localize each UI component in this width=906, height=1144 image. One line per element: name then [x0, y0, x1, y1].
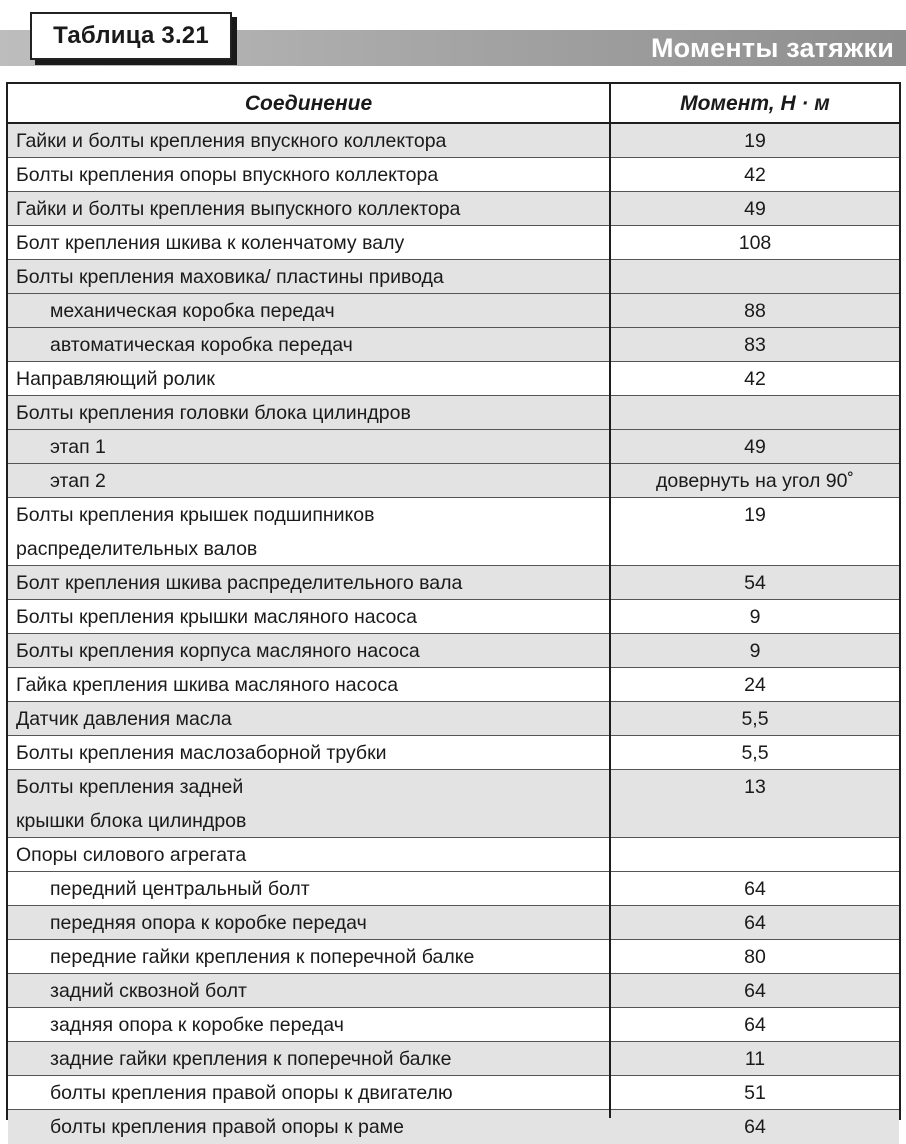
- row-torque-value: 42: [744, 368, 766, 390]
- row-connection-line: болты крепления правой опоры к раме: [50, 1116, 404, 1138]
- row-connection: [16, 838, 606, 872]
- row-torque-value: 11: [744, 1048, 766, 1070]
- table-row: [8, 940, 899, 974]
- row-connection: [50, 974, 640, 1008]
- table-header-row: [8, 84, 899, 124]
- page-header: [0, 0, 906, 72]
- row-connection: [50, 940, 640, 974]
- row-connection-line: Болт крепления шкива к коленчатому валу: [16, 232, 405, 254]
- row-connection-line: Гайка крепления шкива масляного насоса: [16, 674, 399, 696]
- row-connection-line: задние гайки крепления к поперечной балке: [50, 1048, 452, 1070]
- row-connection: [16, 396, 606, 430]
- row-connection-line: Болты крепления задней: [16, 776, 244, 798]
- row-torque-value: 64: [744, 878, 766, 900]
- row-torque-value: 42: [744, 164, 766, 186]
- table-row: [8, 362, 899, 396]
- row-torque-value: 9: [749, 606, 761, 628]
- row-connection-line: задняя опора к коробке передач: [50, 1014, 344, 1036]
- table-row: [8, 498, 899, 566]
- row-connection-line: Гайки и болты крепления впускного коллектора: [16, 130, 447, 152]
- row-connection: [50, 464, 640, 498]
- row-connection: [16, 634, 606, 668]
- row-torque-value: 5,5: [741, 708, 769, 730]
- row-connection: [16, 498, 606, 566]
- table-row: [8, 906, 899, 940]
- row-connection-line: Опоры силового агрегата: [16, 844, 247, 866]
- table-row: [8, 1042, 899, 1076]
- row-connection-line: Болты крепления головки блока цилиндров: [16, 402, 411, 424]
- row-torque-value: 24: [744, 674, 766, 696]
- table-row: [8, 1008, 899, 1042]
- row-torque-value: 54: [744, 572, 766, 594]
- table-row: [8, 566, 899, 600]
- row-connection-line: автоматическая коробка передач: [50, 334, 353, 356]
- row-connection: [16, 158, 606, 192]
- row-connection-line: Болты крепления маслозаборной трубки: [16, 742, 387, 764]
- table-row: [8, 396, 899, 430]
- table-row: [8, 464, 899, 498]
- row-connection: [16, 600, 606, 634]
- column-header-connection: Соединение: [244, 92, 373, 115]
- table-row: [8, 668, 899, 702]
- row-connection-line: Направляющий ролик: [16, 368, 215, 390]
- table-row: [8, 430, 899, 464]
- row-connection-line: Болты крепления крышки масляного насоса: [16, 606, 417, 628]
- row-connection-line: Болты крепления опоры впускного коллектора: [16, 164, 439, 186]
- row-connection: [16, 702, 606, 736]
- table-row: [8, 634, 899, 668]
- row-connection-line: передняя опора к коробке передач: [50, 912, 367, 934]
- row-connection-line: задний сквозной болт: [50, 980, 247, 1002]
- table-row: [8, 260, 899, 294]
- row-connection: [16, 362, 606, 396]
- table-row: [8, 1110, 899, 1144]
- header-title: Моменты затяжки: [650, 33, 894, 63]
- row-torque-value: 108: [738, 232, 772, 254]
- row-connection: [16, 192, 606, 226]
- table-row: [8, 192, 899, 226]
- row-torque-value: 51: [744, 1082, 766, 1104]
- table-row: [8, 702, 899, 736]
- row-connection-line: Болт крепления шкива распределительного вала: [16, 572, 463, 594]
- row-connection: [50, 872, 640, 906]
- row-torque-value: 9: [749, 640, 761, 662]
- row-connection: [16, 226, 606, 260]
- column-divider: [609, 84, 611, 1118]
- row-torque-value: 5,5: [741, 742, 769, 764]
- table-row: [8, 124, 899, 158]
- row-connection: [50, 1110, 640, 1144]
- row-connection-line: механическая коробка передач: [50, 300, 335, 322]
- row-connection-line: Болты крепления корпуса масляного насоса: [16, 640, 420, 662]
- table-row: [8, 294, 899, 328]
- table-row: [8, 736, 899, 770]
- row-connection-line: болты крепления правой опоры к двигателю: [50, 1082, 453, 1104]
- row-connection: [16, 736, 606, 770]
- table-row: [8, 158, 899, 192]
- row-connection-line: этап 2: [50, 470, 106, 492]
- row-connection-line: Гайки и болты крепления выпускного коллектора: [16, 198, 461, 220]
- row-connection: [50, 1042, 640, 1076]
- row-torque-value: 64: [744, 1116, 766, 1138]
- row-torque-value: 19: [744, 130, 766, 152]
- row-connection: [50, 906, 640, 940]
- row-torque-value: довернуть на угол 90˚: [656, 470, 854, 492]
- table-row: [8, 838, 899, 872]
- torque-table: [6, 82, 901, 1138]
- row-connection: [50, 328, 640, 362]
- table-row: [8, 770, 899, 838]
- row-connection-line: Болты крепления крышек подшипников: [16, 504, 375, 526]
- row-connection-line: этап 1: [50, 436, 106, 458]
- table-row: [8, 1076, 899, 1110]
- row-connection: [50, 1076, 640, 1110]
- row-connection: [50, 430, 640, 464]
- row-connection: [16, 770, 606, 838]
- row-connection-line: Датчик давления масла: [16, 708, 232, 730]
- table-number-label: Таблица 3.21: [30, 12, 232, 60]
- row-connection-line: передние гайки крепления к поперечной балке: [50, 946, 475, 968]
- row-connection: [50, 1008, 640, 1042]
- row-torque-value: 88: [744, 300, 766, 322]
- row-connection: [50, 294, 640, 328]
- row-torque-value: 13: [744, 776, 766, 798]
- row-connection-line: крышки блока цилиндров: [16, 810, 247, 832]
- row-connection-line: распределительных валов: [16, 538, 258, 560]
- row-torque-value: 64: [744, 980, 766, 1002]
- table-row: [8, 600, 899, 634]
- row-torque-value: 49: [744, 198, 766, 220]
- row-torque-value: 49: [744, 436, 766, 458]
- table-row: [8, 872, 899, 906]
- row-torque-value: 80: [744, 946, 766, 968]
- row-torque-value: 19: [744, 504, 766, 526]
- row-torque-value: 83: [744, 334, 766, 356]
- table-row: [8, 328, 899, 362]
- table-body: [8, 124, 899, 1144]
- row-connection-line: Болты крепления маховика/ пластины привода: [16, 266, 444, 288]
- row-connection: [16, 124, 606, 158]
- row-connection: [16, 668, 606, 702]
- row-connection: [16, 260, 606, 294]
- row-torque-value: 64: [744, 912, 766, 934]
- column-header-torque: Момент, Н · м: [680, 92, 830, 115]
- table-row: [8, 226, 899, 260]
- row-torque-value: 64: [744, 1014, 766, 1036]
- table-row: [8, 974, 899, 1008]
- row-connection: [16, 566, 606, 600]
- row-connection-line: передний центральный болт: [50, 878, 310, 900]
